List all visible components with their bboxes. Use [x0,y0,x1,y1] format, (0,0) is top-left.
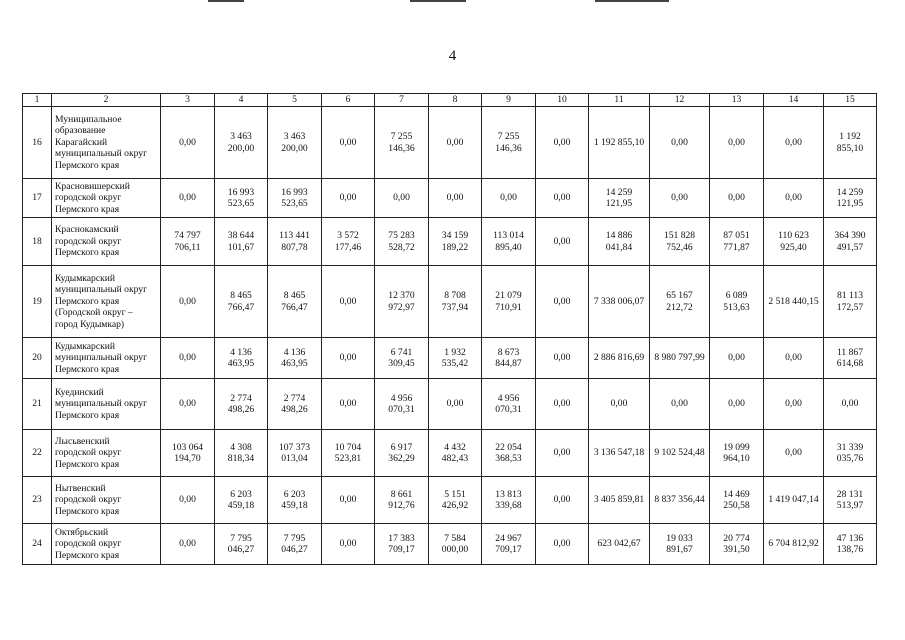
table-cell: 4 956 070,31 [375,379,429,430]
table-cell: 0,00 [536,430,589,477]
table-cell: 623 042,67 [589,524,650,565]
row-number: 22 [23,430,52,477]
table-cell: 22 054 368,53 [482,430,536,477]
header-cell: 5 [268,94,322,107]
table-cell: 74 797 706,11 [161,218,215,266]
header-cell: 1 [23,94,52,107]
table-cell: 12 370 972,97 [375,266,429,338]
table-row [23,379,877,430]
table-cell: 0,00 [161,179,215,218]
table-cell: 113 014 895,40 [482,218,536,266]
header-cell: 7 [375,94,429,107]
table-cell: 5 151 426,92 [429,477,482,524]
header-cell: 2 [52,94,161,107]
table-cell: 75 283 528,72 [375,218,429,266]
municipality-name: Муниципальное образование Карагайский муниципальный округ Пермского края [52,107,161,179]
table-cell: 8 980 797,99 [650,338,710,379]
row-number: 17 [23,179,52,218]
table-cell: 8 465 766,47 [268,266,322,338]
table-cell: 0,00 [589,379,650,430]
table-cell: 0,00 [161,107,215,179]
table-cell: 0,00 [429,179,482,218]
table-cell: 3 136 547,18 [589,430,650,477]
table-cell: 4 136 463,95 [268,338,322,379]
row-number: 19 [23,266,52,338]
table-cell: 3 405 859,81 [589,477,650,524]
table-cell: 7 584 000,00 [429,524,482,565]
table-cell: 28 131 513,97 [824,477,877,524]
table-cell: 8 465 766,47 [215,266,268,338]
table-cell: 107 373 013,04 [268,430,322,477]
table-cell: 8 661 912,76 [375,477,429,524]
table-cell: 14 259 121,95 [589,179,650,218]
table-cell: 0,00 [710,338,764,379]
table-cell: 110 623 925,40 [764,218,824,266]
table-cell: 1 192 855,10 [824,107,877,179]
table-cell: 0,00 [161,524,215,565]
table-cell: 14 886 041,84 [589,218,650,266]
table-cell: 3 463 200,00 [215,107,268,179]
table-cell: 19 099 964,10 [710,430,764,477]
table-cell: 0,00 [322,107,375,179]
table-cell: 21 079 710,91 [482,266,536,338]
table-cell: 3 463 200,00 [268,107,322,179]
table-cell: 0,00 [536,107,589,179]
table-cell: 8 708 737,94 [429,266,482,338]
page-number: 4 [448,48,457,64]
table-cell: 7 795 046,27 [215,524,268,565]
table-cell: 0,00 [536,266,589,338]
top-rule-left [208,0,244,2]
table-cell: 7 795 046,27 [268,524,322,565]
table-row [23,430,877,477]
table-cell: 0,00 [322,379,375,430]
table-cell: 0,00 [161,338,215,379]
municipality-name: Кудымкарский муниципальный округ Пермского края (Городской округ – город Кудымкар) [52,266,161,338]
table-cell: 0,00 [710,179,764,218]
table-cell: 8 673 844,87 [482,338,536,379]
table-cell: 65 167 212,72 [650,266,710,338]
header-cell: 8 [429,94,482,107]
table-cell: 0,00 [322,338,375,379]
table-cell: 0,00 [764,107,824,179]
table-cell: 38 644 101,67 [215,218,268,266]
table-cell: 1 192 855,10 [589,107,650,179]
table-row [23,338,877,379]
table-cell: 14 469 250,58 [710,477,764,524]
table-cell: 4 956 070,31 [482,379,536,430]
table-cell: 0,00 [650,379,710,430]
header-cell: 9 [482,94,536,107]
table-cell: 6 917 362,29 [375,430,429,477]
table-cell: 10 704 523,81 [322,430,375,477]
table-cell: 0,00 [322,266,375,338]
table-row [23,107,877,179]
table-cell: 0,00 [322,179,375,218]
table-cell: 0,00 [764,179,824,218]
header-cell: 15 [824,94,877,107]
table-cell: 34 159 189,22 [429,218,482,266]
table-cell: 0,00 [322,477,375,524]
table-cell: 7 255 146,36 [375,107,429,179]
table-cell: 9 102 524,48 [650,430,710,477]
header-cell: 12 [650,94,710,107]
table-cell: 0,00 [482,179,536,218]
row-number: 20 [23,338,52,379]
table-cell: 11 867 614,68 [824,338,877,379]
table-cell: 7 338 006,07 [589,266,650,338]
table-cell: 19 033 891,67 [650,524,710,565]
table-cell: 16 993 523,65 [215,179,268,218]
table-cell: 0,00 [322,524,375,565]
table-cell: 4 432 482,43 [429,430,482,477]
table-cell: 0,00 [536,477,589,524]
table-cell: 8 837 356,44 [650,477,710,524]
municipality-name: Куединский муниципальный округ Пермского края [52,379,161,430]
table-cell: 2 518 440,15 [764,266,824,338]
table-cell: 4 308 818,34 [215,430,268,477]
header-cell: 13 [710,94,764,107]
table-cell: 16 993 523,65 [268,179,322,218]
table-cell: 0,00 [161,477,215,524]
table-cell: 0,00 [161,379,215,430]
table-cell: 0,00 [161,266,215,338]
table-cell: 0,00 [536,379,589,430]
table-cell: 151 828 752,46 [650,218,710,266]
table-cell: 113 441 807,78 [268,218,322,266]
header-cell: 4 [215,94,268,107]
table-cell: 0,00 [375,179,429,218]
table-cell: 6 203 459,18 [215,477,268,524]
table-cell: 20 774 391,50 [710,524,764,565]
data-table [22,93,877,565]
table-cell: 3 572 177,46 [322,218,375,266]
table-cell: 0,00 [764,338,824,379]
table-row [23,524,877,565]
header-cell: 6 [322,94,375,107]
municipality-name: Краснокамский городской округ Пермского края [52,218,161,266]
table-cell: 0,00 [710,107,764,179]
municipality-name: Нытвенский городской округ Пермского края [52,477,161,524]
table-cell: 1 932 535,42 [429,338,482,379]
table-cell: 6 203 459,18 [268,477,322,524]
table-cell: 0,00 [710,379,764,430]
row-number: 23 [23,477,52,524]
table-cell: 0,00 [536,179,589,218]
table-cell: 364 390 491,57 [824,218,877,266]
table-row [23,218,877,266]
header-row [23,94,877,107]
table-cell: 0,00 [536,524,589,565]
table-cell: 47 136 138,76 [824,524,877,565]
table-cell: 24 967 709,17 [482,524,536,565]
header-cell: 11 [589,94,650,107]
row-number: 18 [23,218,52,266]
table-cell: 2 774 498,26 [215,379,268,430]
table-cell: 81 113 172,57 [824,266,877,338]
table-cell: 0,00 [536,338,589,379]
table-cell: 0,00 [764,379,824,430]
row-number: 16 [23,107,52,179]
table-cell: 17 383 709,17 [375,524,429,565]
table-cell: 103 064 194,70 [161,430,215,477]
table-row [23,266,877,338]
table-cell: 13 813 339,68 [482,477,536,524]
header-cell: 10 [536,94,589,107]
table-cell: 87 051 771,87 [710,218,764,266]
top-rule-middle [410,0,466,2]
table-cell: 2 886 816,69 [589,338,650,379]
table-cell: 14 259 121,95 [824,179,877,218]
municipality-name: Лысьвенский городской округ Пермского края [52,430,161,477]
table-cell: 6 704 812,92 [764,524,824,565]
municipality-name: Кудымкарский муниципальный округ Пермского края [52,338,161,379]
table-cell: 0,00 [650,179,710,218]
table-row [23,179,877,218]
table-cell: 0,00 [764,430,824,477]
table-row [23,477,877,524]
table-cell: 4 136 463,95 [215,338,268,379]
row-number: 21 [23,379,52,430]
municipality-name: Октябрьский городской округ Пермского края [52,524,161,565]
table-cell: 0,00 [429,379,482,430]
table-cell: 31 339 035,76 [824,430,877,477]
table-cell: 6 741 309,45 [375,338,429,379]
municipality-name: Красновишерский городской округ Пермского края [52,179,161,218]
table-cell: 6 089 513,63 [710,266,764,338]
header-cell: 14 [764,94,824,107]
row-number: 24 [23,524,52,565]
header-cell: 3 [161,94,215,107]
table-cell: 7 255 146,36 [482,107,536,179]
table-cell: 0,00 [824,379,877,430]
table-cell: 0,00 [429,107,482,179]
table-cell: 1 419 047,14 [764,477,824,524]
table-cell: 2 774 498,26 [268,379,322,430]
top-rule-right [595,0,669,2]
table-cell: 0,00 [650,107,710,179]
table-cell: 0,00 [536,218,589,266]
